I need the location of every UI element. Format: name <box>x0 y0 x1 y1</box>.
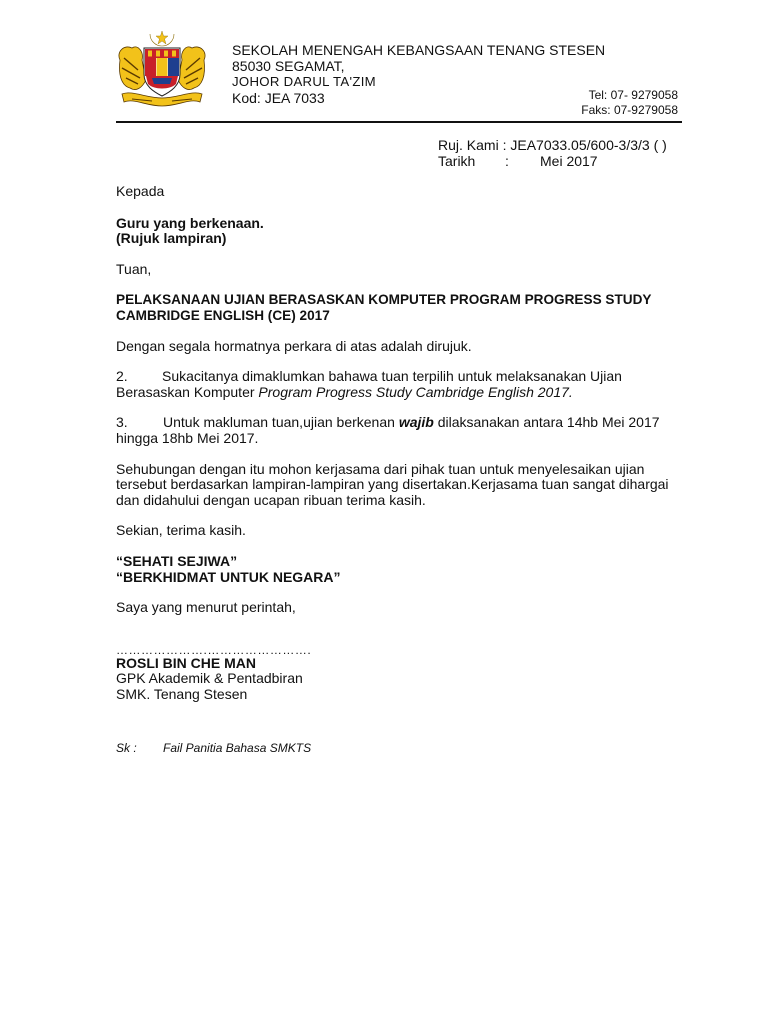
carbon-copy-value: Fail Panitia Bahasa SMKTS <box>163 741 312 755</box>
paragraph-1: Dengan segala hormatnya perkara di atas adalah dirujuk. <box>116 337 472 354</box>
recipient-line-1: Guru yang berkenaan. <box>116 214 264 231</box>
letter-body <box>116 184 684 702</box>
sign-intro: Saya yang menurut perintah, <box>116 599 296 616</box>
school-name: SEKOLAH MENENGAH KEBANGSAAN TENANG STESEN <box>232 42 606 58</box>
subject-line-2: CAMBRIDGE ENGLISH (CE) 2017 <box>116 307 330 323</box>
paragraph-4-line-2: tersebut berdasarkan lampiran-lampiran yang disertakan.Kerjasama tuan sangat dihargai <box>116 476 669 493</box>
signer-title: GPK Akademik & Pentadbiran <box>116 670 303 687</box>
telephone: Tel: 07- 9279058 <box>588 88 678 102</box>
paragraph-3-number: 3. <box>116 414 128 431</box>
paragraph-2-line-1: Sukacitanya dimaklumkan bahawa tuan terpilih untuk melaksanakan Ujian <box>162 368 622 385</box>
date-colon: : <box>505 153 509 169</box>
school-postcode-city: 85030 SEGAMAT, <box>232 58 345 74</box>
paragraph-3-text-2: dilaksanakan antara 14hb Mei 2017 <box>433 414 660 431</box>
motto-2: “BERKHIDMAT UNTUK NEGARA” <box>116 568 341 585</box>
school-state: JOHOR DARUL TA'ZIM <box>232 74 376 89</box>
date-label: Tarikh <box>438 153 476 169</box>
paragraph-3 <box>116 415 684 446</box>
header-divider <box>116 121 682 123</box>
motto-1: “SEHATI SEJIWA” <box>116 552 238 569</box>
malaysia-coat-of-arms-icon <box>112 30 212 108</box>
fax: Faks: 07-9279058 <box>581 103 678 117</box>
carbon-copy <box>116 741 311 755</box>
closing: Sekian, terima kasih. <box>116 522 246 539</box>
school-address <box>232 42 605 106</box>
paragraph-4-line-3: dan didahului dengan ucapan ribuan terima kasih. <box>116 491 426 508</box>
paragraph-2-line-2: Berasaskan Komputer <box>116 383 259 400</box>
recipient-line-2: (Rujuk lampiran) <box>116 230 227 247</box>
paragraph-3-emphasis: wajib <box>398 414 434 431</box>
carbon-copy-label: Sk : <box>116 741 137 755</box>
paragraph-2-number: 2. <box>116 368 128 385</box>
subject-line-1: PELAKSANAAN UJIAN BERASASKAN KOMPUTER PROGRAM PROGRESS STUDY <box>116 292 652 308</box>
paragraph-2 <box>116 369 684 400</box>
to-label: Kepada <box>116 183 165 199</box>
paragraph-3-text-3: hingga 18hb Mei 2017. <box>116 429 259 446</box>
reference-number: Ruj. Kami : JEA7033.05/600-3/3/3 ( ) <box>438 137 667 153</box>
contact-info <box>581 88 678 118</box>
date-value: Mei 2017 <box>540 153 598 169</box>
paragraph-3-text-1: Untuk makluman tuan,ujian berkenan <box>163 414 399 431</box>
paragraph-4-line-1: Sehubungan dengan itu mohon kerjasama dari pihak tuan untuk menyelesaikan ujian <box>116 460 645 477</box>
signer-name: ROSLI BIN CHE MAN <box>116 654 256 671</box>
paragraph-4 <box>116 462 684 509</box>
signature-line: ………………….……………………. <box>116 642 312 657</box>
paragraph-2-program-name: Program Progress Study Cambridge English 2017. <box>258 383 573 400</box>
school-code: Kod: JEA 7033 <box>232 90 325 106</box>
signer-organisation: SMK. Tenang Stesen <box>116 685 248 702</box>
salutation: Tuan, <box>116 260 152 277</box>
